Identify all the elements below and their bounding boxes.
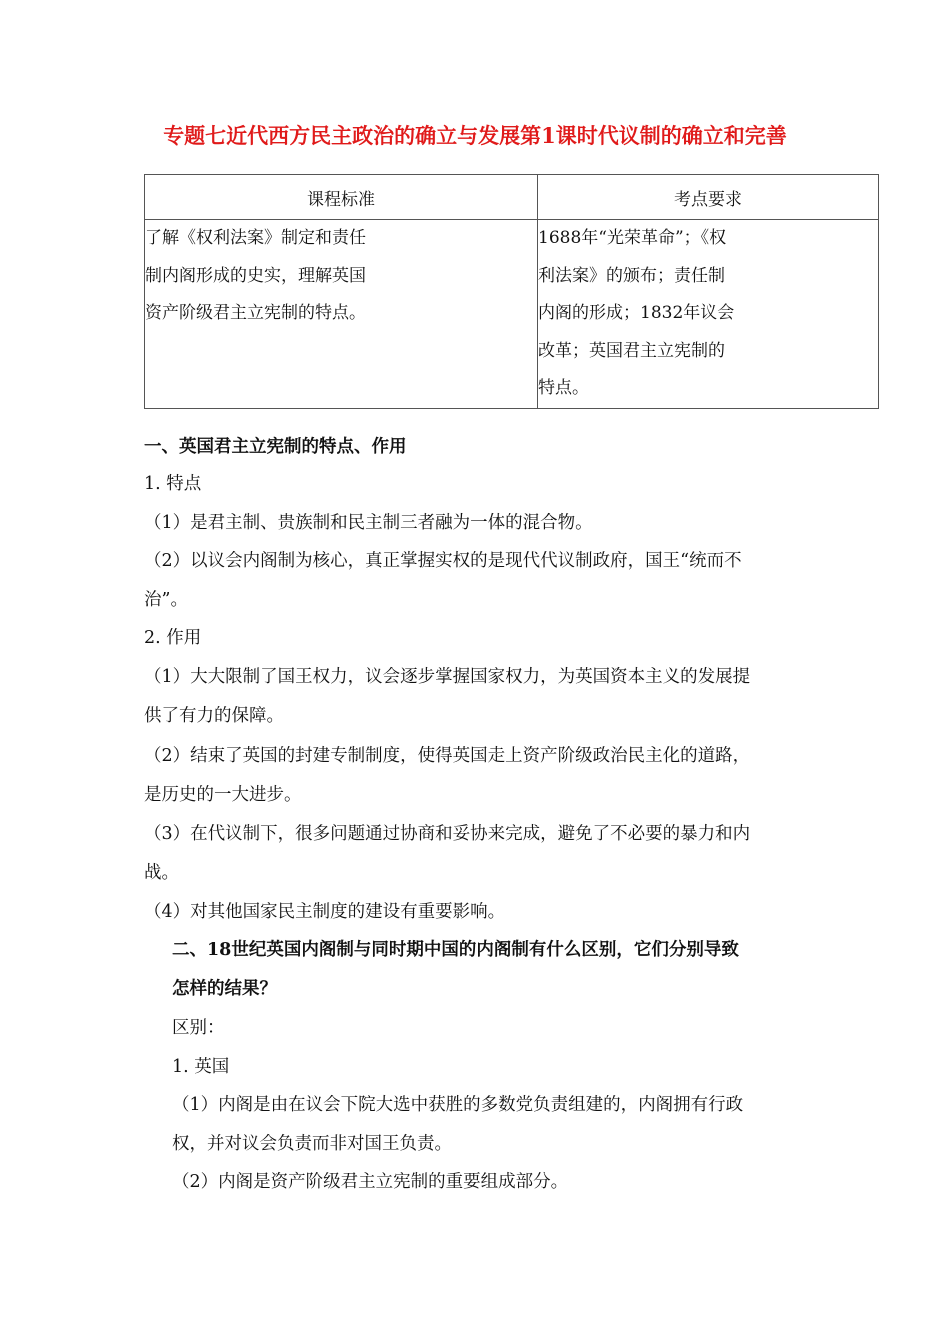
table-header-row [145, 175, 879, 220]
subheading: 2. 作用 [144, 628, 202, 648]
paragraph-line: （1）是君主制、贵族制和民主制三者融为一体的混合物。 [144, 513, 593, 533]
paragraph-line: （1）大大限制了国王权力，议会逐步掌握国家权力，为英国资本主义的发展提 [144, 667, 751, 687]
paragraph-line: 战。 [144, 863, 179, 883]
section-heading: 二、18世纪英国内阁制与同时期中国的内阁制有什么区别，它们分别导致 [172, 940, 739, 960]
subheading: 区别： [172, 1018, 225, 1038]
page-title: 专题七近代西方民主政治的确立与发展第1课时代议制的确立和完善 [163, 123, 787, 148]
paragraph-line: （4）对其他国家民主制度的建设有重要影响。 [144, 902, 506, 922]
paragraph-line: 权，并对议会负责而非对国王负责。 [172, 1134, 452, 1154]
paragraph-line: （3）在代议制下，很多问题通过协商和妥协来完成，避免了不必要的暴力和内 [144, 824, 751, 844]
text-line: 制内阁形成的史实，理解英国 [145, 265, 366, 286]
paragraph-line: 是历史的一大进步。 [144, 785, 302, 805]
section-heading: 怎样的结果？ [172, 979, 277, 999]
paragraph-line: 供了有力的保障。 [144, 706, 284, 726]
text-line: 内阁的形成；1832年议会 [538, 303, 735, 323]
paragraph-line: （1）内阁是由在议会下院大选中获胜的多数党负责组建的，内阁拥有行政 [172, 1095, 744, 1115]
text-line: 利法案》的颁布；责任制 [538, 265, 725, 286]
text-line: 改革；英国君主立宪制的 [538, 340, 725, 361]
text-line: 1688年“光荣革命”；《权 [538, 228, 727, 248]
header-course-standard: 课程标准 [145, 175, 538, 220]
text-line: 资产阶级君主立宪制的特点。 [145, 303, 366, 323]
header-exam-requirements: 考点要求 [538, 175, 879, 220]
paragraph-line: 治”。 [144, 590, 188, 610]
paragraph-line: （2）内阁是资产阶级君主立宪制的重要组成部分。 [172, 1172, 569, 1192]
text-line: 特点。 [538, 378, 589, 398]
standards-table [144, 174, 879, 409]
section-heading: 一、英国君主立宪制的特点、作用 [144, 437, 407, 457]
course-standard-cell [145, 220, 538, 409]
text-line: 了解《权利法案》制定和责任 [145, 228, 366, 248]
paragraph-line: （2）结束了英国的封建专制制度，使得英国走上资产阶级政治民主化的道路， [144, 746, 751, 766]
paragraph-line: （2）以议会内阁制为核心，真正掌握实权的是现代代议制政府，国王“统而不 [144, 551, 742, 571]
subheading: 1. 英国 [172, 1057, 230, 1077]
table-row [145, 220, 879, 409]
subheading: 1. 特点 [144, 474, 202, 494]
exam-requirements-cell [538, 220, 879, 409]
